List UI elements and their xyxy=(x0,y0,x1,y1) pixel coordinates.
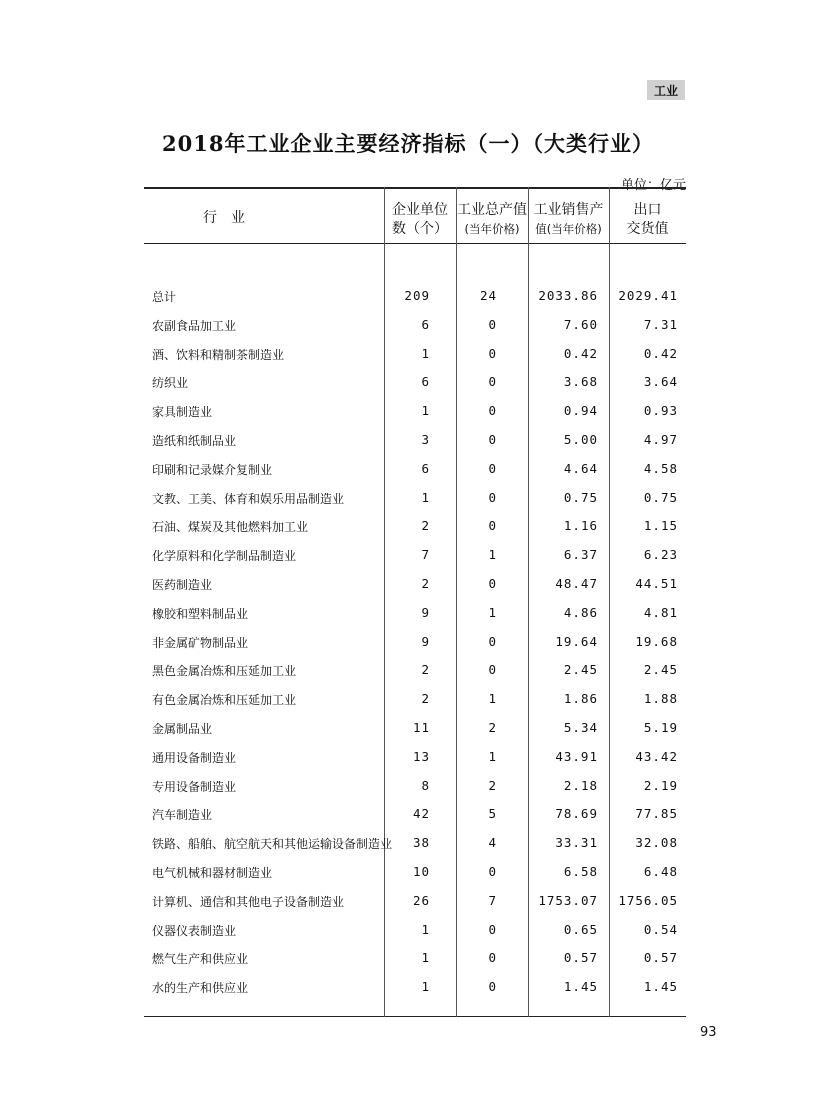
row-industry-name: 计算机、通信和其他电子设备制造业 xyxy=(152,894,345,909)
row-units-value: 6 xyxy=(421,316,430,332)
row-industry-name: 铁路、船舶、航空航天和其他运输设备制造业 xyxy=(152,837,393,852)
row-sales-value: 2.18 xyxy=(563,777,598,793)
row-export-value: 0.57 xyxy=(643,950,678,966)
row-export-value: 0.54 xyxy=(643,921,678,937)
row-export-value: 2029.41 xyxy=(618,288,678,303)
row-export-value: 43.42 xyxy=(635,748,678,764)
row-sales-value: 43.91 xyxy=(555,748,598,764)
row-output-value: 24 xyxy=(479,288,497,303)
table-row xyxy=(144,346,686,374)
header-sales xyxy=(528,201,609,239)
row-sales-value: 78.69 xyxy=(555,806,598,822)
row-units-value: 2 xyxy=(421,662,430,678)
row-industry-name: 农副食品加工业 xyxy=(152,318,237,333)
row-export-value: 6.23 xyxy=(643,547,678,563)
row-units-value: 42 xyxy=(412,806,430,822)
header-output-line1: 工业总产值 xyxy=(457,202,527,218)
table-top-rule xyxy=(144,187,686,189)
row-industry-name: 化学原料和化学制品制造业 xyxy=(152,549,297,564)
table-row xyxy=(144,720,686,748)
row-output-value: 0 xyxy=(488,345,497,361)
row-units-value: 2 xyxy=(421,576,430,591)
row-units-value: 209 xyxy=(404,288,430,303)
page-title: 2018年工业企业主要经济指标（一）（大类行业） xyxy=(162,131,654,156)
header-industry: 行 业 xyxy=(203,210,245,226)
row-export-value: 1.45 xyxy=(643,979,678,995)
row-sales-value: 0.94 xyxy=(563,403,598,419)
row-output-value: 0 xyxy=(488,316,497,332)
row-industry-name: 水的生产和供应业 xyxy=(152,981,249,996)
row-units-value: 2 xyxy=(421,518,430,534)
row-sales-value: 1753.07 xyxy=(538,892,598,908)
table-row xyxy=(144,778,686,806)
header-units-line1: 企业单位 xyxy=(392,202,448,218)
header-export xyxy=(609,201,686,239)
row-sales-value: 5.00 xyxy=(563,432,598,447)
row-sales-value: 0.75 xyxy=(563,489,598,505)
table-row xyxy=(144,806,686,834)
table-row xyxy=(144,691,686,719)
row-sales-value: 6.58 xyxy=(563,864,598,879)
row-industry-name: 黑色金属冶炼和压延加工业 xyxy=(152,664,297,679)
header-output xyxy=(456,201,528,239)
row-export-value: 4.58 xyxy=(643,460,678,476)
row-export-value: 7.31 xyxy=(643,316,678,332)
row-export-value: 0.42 xyxy=(643,345,678,361)
row-export-value: 1.15 xyxy=(643,518,678,534)
table-row xyxy=(144,835,686,863)
row-industry-name: 电气机械和器材制造业 xyxy=(152,866,273,880)
row-sales-value: 33.31 xyxy=(555,835,598,851)
table-row xyxy=(144,547,686,575)
table-row xyxy=(144,634,686,662)
table-row xyxy=(144,662,686,690)
row-units-value: 7 xyxy=(421,547,430,563)
row-output-value: 1 xyxy=(488,604,497,620)
row-industry-name: 印刷和记录媒介复制业 xyxy=(152,462,273,477)
row-industry-name: 非金属矿物制品业 xyxy=(152,635,249,650)
row-units-value: 1 xyxy=(421,403,430,419)
row-sales-value: 4.86 xyxy=(563,604,598,620)
table-row xyxy=(144,864,686,892)
row-export-value: 0.75 xyxy=(643,489,678,505)
row-sales-value: 1.86 xyxy=(563,691,598,707)
row-sales-value: 0.42 xyxy=(563,345,598,361)
row-sales-value: 1.16 xyxy=(563,518,598,534)
row-output-value: 1 xyxy=(488,748,497,764)
row-industry-name: 有色金属冶炼和压延加工业 xyxy=(152,693,297,708)
row-output-value: 0 xyxy=(488,576,497,591)
unit-label: 单位：亿元 xyxy=(620,178,686,193)
row-sales-value: 1.45 xyxy=(563,979,598,995)
row-export-value: 19.68 xyxy=(635,633,678,649)
header-export-line2: 交货值 xyxy=(626,221,669,237)
row-export-value: 6.48 xyxy=(643,864,678,879)
row-output-value: 0 xyxy=(488,950,497,966)
row-industry-name: 总计 xyxy=(152,290,177,304)
table-row xyxy=(144,576,686,604)
row-output-value: 2 xyxy=(488,720,497,735)
row-industry-name: 造纸和纸制品业 xyxy=(152,434,237,448)
row-sales-value: 3.68 xyxy=(563,374,598,390)
row-units-value: 6 xyxy=(421,374,430,390)
row-export-value: 1756.05 xyxy=(618,892,678,908)
row-units-value: 1 xyxy=(421,979,430,995)
row-sales-value: 2033.86 xyxy=(538,288,598,303)
row-sales-value: 5.34 xyxy=(563,720,598,735)
row-export-value: 77.85 xyxy=(635,806,678,822)
table-row xyxy=(144,403,686,431)
row-industry-name: 通用设备制造业 xyxy=(152,750,237,765)
row-output-value: 0 xyxy=(488,921,497,937)
row-sales-value: 7.60 xyxy=(563,316,598,332)
row-sales-value: 4.64 xyxy=(563,460,598,476)
row-export-value: 2.45 xyxy=(643,662,678,678)
row-sales-value: 6.37 xyxy=(563,547,598,563)
row-industry-name: 橡胶和塑料制品业 xyxy=(152,606,249,621)
row-units-value: 1 xyxy=(421,489,430,505)
table-row xyxy=(144,893,686,921)
row-sales-value: 0.57 xyxy=(563,950,598,966)
row-sales-value: 0.65 xyxy=(563,921,598,937)
table-bottom-rule xyxy=(144,1016,686,1017)
row-sales-value: 2.45 xyxy=(563,662,598,678)
row-units-value: 6 xyxy=(421,460,430,476)
header-sales-line1: 工业销售产 xyxy=(533,202,604,218)
row-export-value: 1.88 xyxy=(643,691,678,707)
row-units-value: 11 xyxy=(412,720,430,735)
row-export-value: 44.51 xyxy=(635,576,678,591)
header-units xyxy=(384,201,456,239)
row-export-value: 5.19 xyxy=(643,720,678,735)
row-units-value: 1 xyxy=(421,950,430,966)
row-output-value: 1 xyxy=(488,547,497,563)
row-units-value: 1 xyxy=(421,921,430,937)
row-industry-name: 金属制品业 xyxy=(152,722,213,736)
row-units-value: 10 xyxy=(412,864,430,879)
row-units-value: 13 xyxy=(412,748,430,764)
table-row xyxy=(144,490,686,518)
row-output-value: 2 xyxy=(488,777,497,793)
table-row xyxy=(144,461,686,489)
table-row xyxy=(144,979,686,1007)
row-industry-name: 医药制造业 xyxy=(152,578,213,592)
table-header-rule xyxy=(144,243,686,244)
header-output-line2: (当年价格) xyxy=(464,222,520,236)
row-export-value: 4.97 xyxy=(643,432,678,447)
row-industry-name: 酒、饮料和精制茶制造业 xyxy=(152,347,285,362)
table-row xyxy=(144,432,686,460)
row-units-value: 38 xyxy=(412,835,430,851)
section-tag: 工业 xyxy=(647,80,685,100)
row-output-value: 0 xyxy=(488,432,497,447)
table-row xyxy=(144,518,686,546)
header-sales-line2: 值(当年价格) xyxy=(535,222,602,236)
header-units-line2: 数（个） xyxy=(392,221,448,237)
row-output-value: 0 xyxy=(488,864,497,879)
row-units-value: 8 xyxy=(421,777,430,793)
row-output-value: 0 xyxy=(488,374,497,390)
table-row xyxy=(144,317,686,345)
row-industry-name: 文教、工美、体育和娱乐用品制造业 xyxy=(152,491,345,506)
row-output-value: 0 xyxy=(488,518,497,534)
row-units-value: 9 xyxy=(421,633,430,649)
row-output-value: 0 xyxy=(488,633,497,649)
row-export-value: 0.93 xyxy=(643,403,678,419)
row-sales-value: 48.47 xyxy=(555,576,598,591)
row-output-value: 4 xyxy=(488,835,497,851)
table-row xyxy=(144,950,686,978)
header-export-line1: 出口 xyxy=(633,202,662,218)
row-industry-name: 纺织业 xyxy=(152,376,189,391)
row-output-value: 0 xyxy=(488,460,497,476)
row-units-value: 2 xyxy=(421,691,430,707)
row-export-value: 2.19 xyxy=(643,777,678,793)
row-units-value: 1 xyxy=(421,345,430,361)
table-row xyxy=(144,749,686,777)
row-industry-name: 专用设备制造业 xyxy=(152,779,237,794)
table-row xyxy=(144,288,686,316)
row-sales-value: 19.64 xyxy=(555,633,598,649)
row-output-value: 0 xyxy=(488,489,497,505)
row-industry-name: 燃气生产和供应业 xyxy=(152,952,249,967)
page-number: 93 xyxy=(700,1025,717,1040)
row-output-value: 0 xyxy=(488,979,497,995)
row-export-value: 4.81 xyxy=(643,604,678,620)
row-output-value: 7 xyxy=(488,892,497,908)
row-industry-name: 家具制造业 xyxy=(152,405,213,420)
row-industry-name: 石油、煤炭及其他燃料加工业 xyxy=(152,520,309,535)
row-output-value: 0 xyxy=(488,403,497,419)
row-output-value: 1 xyxy=(488,691,497,707)
table-row xyxy=(144,922,686,950)
row-output-value: 0 xyxy=(488,662,497,678)
row-industry-name: 仪器仪表制造业 xyxy=(152,923,237,938)
row-units-value: 3 xyxy=(421,432,430,447)
row-industry-name: 汽车制造业 xyxy=(152,808,213,823)
row-export-value: 3.64 xyxy=(643,374,678,390)
table-row xyxy=(144,374,686,402)
row-units-value: 9 xyxy=(421,604,430,620)
row-output-value: 5 xyxy=(488,806,497,822)
row-units-value: 26 xyxy=(412,892,430,908)
table-row xyxy=(144,605,686,633)
row-export-value: 32.08 xyxy=(635,835,678,851)
